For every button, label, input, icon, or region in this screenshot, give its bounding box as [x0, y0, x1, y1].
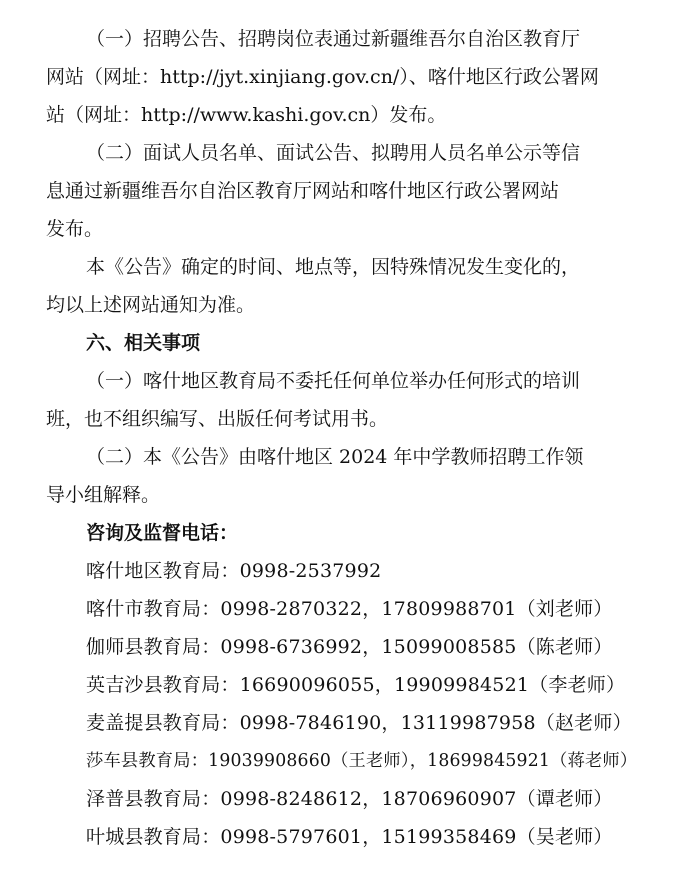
- paragraph-line: （一）喀什地区教育局不委托任何单位举办任何形式的培训: [86, 370, 581, 392]
- contact-line: 伽师县教育局：0998-6736992，15099008585（陈老师）: [86, 636, 613, 658]
- contact-line: 英吉沙县教育局：16690096055，19909984521（李老师）: [86, 674, 626, 696]
- paragraph-line: 班，也不组织编写、出版任何考试用书。: [46, 408, 389, 430]
- paragraph-line: （二）面试人员名单、面试公告、拟聘用人员名单公示等信: [86, 142, 581, 164]
- paragraph-line: 导小组解释。: [46, 484, 161, 506]
- contact-line: 麦盖提县教育局：0998-7846190，13119987958（赵老师）: [86, 712, 632, 734]
- contact-line: 叶城县教育局：0998-5797601，15199358469（吴老师）: [86, 826, 613, 848]
- contact-line: 喀什地区教育局：0998-2537992: [86, 560, 382, 582]
- paragraph-line: 息通过新疆维吾尔自治区教育厅网站和喀什地区行政公署网站: [46, 180, 560, 202]
- paragraph-line: （一）招聘公告、招聘岗位表通过新疆维吾尔自治区教育厅: [86, 28, 581, 50]
- paragraph-line: 站（网址：http://www.kashi.gov.cn）发布。: [46, 104, 447, 126]
- paragraph-line: 网站（网址：http://jyt.xinjiang.gov.cn/）、喀什地区行政公署网: [46, 66, 599, 88]
- paragraph-line: 均以上述网站通知为准。: [46, 294, 256, 316]
- paragraph-line: （二）本《公告》由喀什地区 2024 年中学教师招聘工作领: [86, 446, 584, 468]
- contacts-heading: 咨询及监督电话：: [86, 522, 239, 544]
- paragraph-line: 本《公告》确定的时间、地点等，因特殊情况发生变化的，: [86, 256, 581, 278]
- section-heading: 六、相关事项: [86, 332, 201, 354]
- contact-line: 泽普县教育局：0998-8248612，18706960907（谭老师）: [86, 788, 613, 810]
- paragraph-line: 发布。: [46, 218, 104, 240]
- contact-line: 喀什市教育局：0998-2870322，17809988701（刘老师）: [86, 598, 613, 620]
- contact-line: 莎车县教育局：19039908660（王老师），18699845921（蒋老师）: [86, 751, 638, 771]
